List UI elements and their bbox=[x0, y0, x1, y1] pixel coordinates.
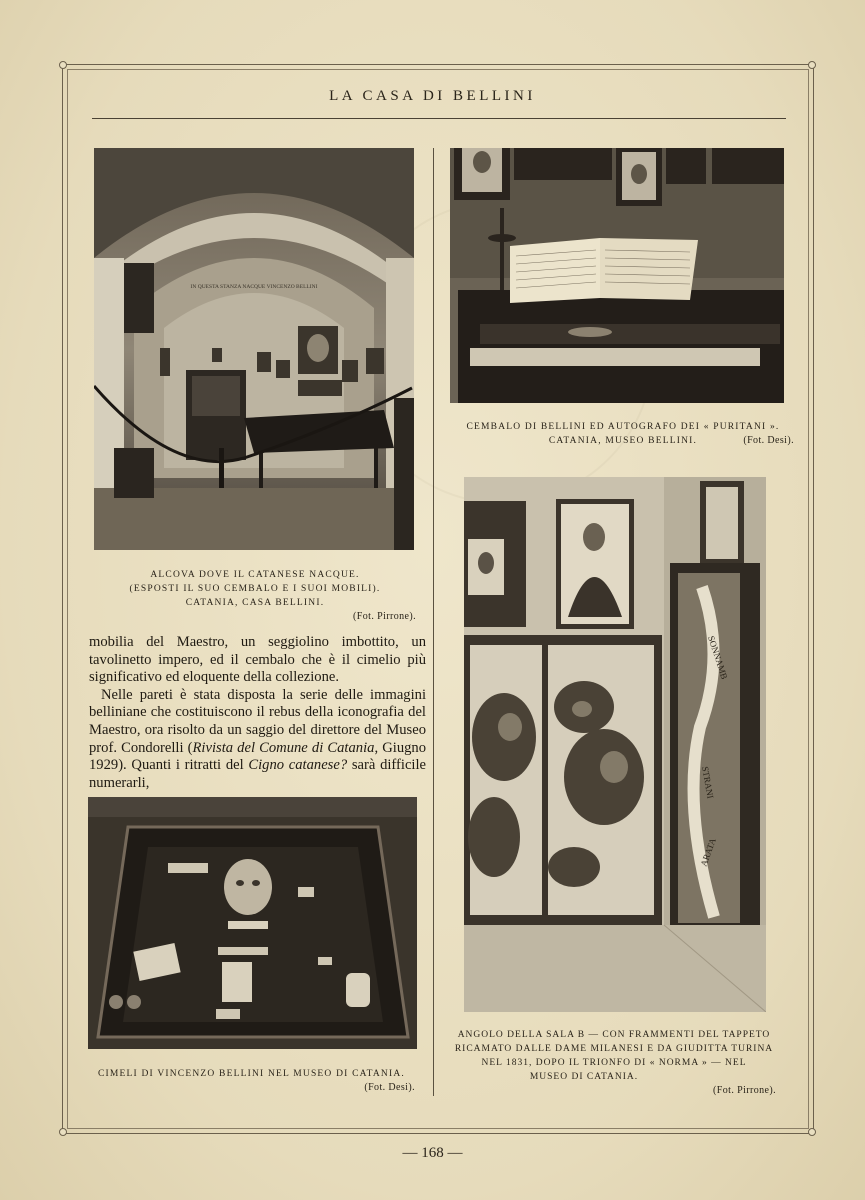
ribbon-word: STRANI bbox=[700, 765, 716, 800]
photo-credit: (Fot. Pirrone). bbox=[713, 1085, 776, 1096]
caption-harpsichord bbox=[452, 420, 794, 448]
caption-line: CIMELI DI VINCENZO BELLINI NEL MUSEO DI CATANIA. bbox=[98, 1069, 405, 1079]
photo-relics bbox=[88, 797, 417, 1049]
photo-credit: (Fot. Desi). bbox=[743, 435, 794, 446]
caption-line: (ESPOSTI IL SUO CEMBALO E I SUOI MOBILI). bbox=[129, 584, 381, 594]
caption-line: CEMBALO DI BELLINI ED AUTOGRAFO DEI « PURITANI ». bbox=[466, 422, 780, 432]
caption-line: CATANIA, CASA BELLINI. bbox=[185, 598, 325, 608]
caption-line: CATANIA, MUSEO BELLINI. bbox=[548, 436, 698, 446]
caption-line: ALCOVA DOVE IL CATANESE NACQUE. bbox=[150, 570, 360, 580]
ribbon-word: SONNAMB bbox=[706, 634, 730, 681]
photo-room-corner bbox=[464, 477, 766, 1012]
photo-credit: (Fot. Pirrone). bbox=[353, 611, 416, 622]
caption-alcove bbox=[94, 568, 416, 624]
text-run: , Giugno 1929). Quanti i ritratti del bbox=[89, 739, 426, 774]
journal-title: Rivista del Comune di Catania bbox=[192, 739, 375, 756]
caption-relics bbox=[88, 1067, 415, 1095]
caption-room-corner bbox=[452, 1028, 776, 1098]
photo-alcove bbox=[94, 148, 414, 550]
ribbon-word: ARATA bbox=[698, 836, 718, 868]
italic-phrase: Cigno catanese? bbox=[248, 757, 348, 774]
photo-credit: (Fot. Desi). bbox=[364, 1082, 415, 1093]
column-divider bbox=[433, 148, 434, 1096]
running-header: LA CASA DI BELLINI bbox=[329, 88, 536, 104]
photo-harpsichord bbox=[450, 148, 784, 403]
caption-line: ANGOLO DELLA SALA B — CON FRAMMENTI DEL TAPPETO bbox=[457, 1030, 771, 1040]
text-run: sarà difficile numerarli, bbox=[89, 757, 427, 791]
caption-line: MUSEO DI CATANIA. bbox=[529, 1072, 639, 1082]
article-body bbox=[89, 634, 426, 792]
text-run: Nelle pareti è stata disposta la serie delle immagini belliniane che costituiscono il rebus della iconografia del Maestro, ora risolto da un saggio del direttore del Museo prof. Condorelli ( bbox=[89, 686, 426, 756]
wall-inscription: IN QUESTA STANZA NACQUE VINCENZO BELLINI bbox=[190, 284, 318, 290]
frame-corner-ornament bbox=[59, 1128, 67, 1136]
frame-corner-ornament bbox=[808, 1128, 816, 1136]
caption-line: NEL 1831, DOPO IL TRIONFO DI « NORMA » — NEL bbox=[481, 1058, 747, 1068]
caption-line: RICAMATO DALLE DAME MILANESI E DA GIUDITTA TURINA bbox=[454, 1044, 774, 1054]
paragraph bbox=[89, 687, 426, 793]
paragraph: mobilia del Maestro, un seggiolino imbottito, un tavolinetto impero, ed il cembalo che è il cimelio più significativo ed eloquente della collezione. bbox=[89, 634, 426, 686]
frame-corner-ornament bbox=[808, 61, 816, 69]
page-number: — 168 — bbox=[402, 1145, 463, 1161]
frame-corner-ornament bbox=[59, 61, 67, 69]
header-rule bbox=[92, 118, 786, 119]
